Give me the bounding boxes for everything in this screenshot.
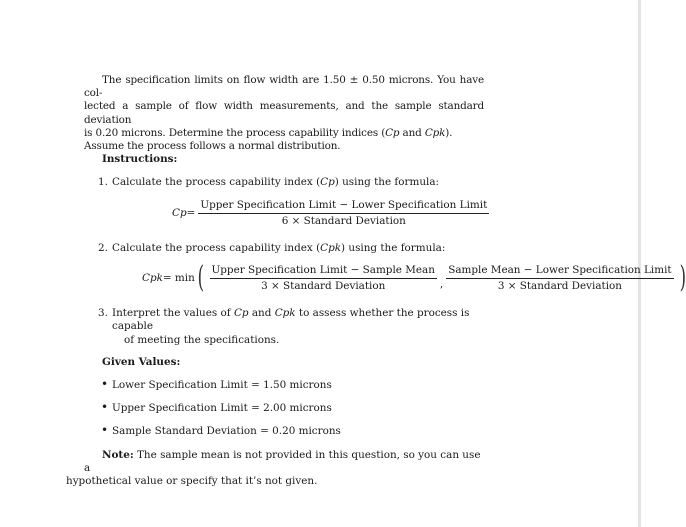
cp-symbol: Cp [233, 307, 249, 320]
cp-fraction [198, 199, 489, 228]
fraction-denominator: 6 × Standard Deviation [281, 214, 406, 227]
intro-paragraph [84, 74, 484, 153]
instruction-step-2: 2. Calculate the process capability index (Cpk) using the formula: Cpk = min ( $\frac{\text{Upper Specification Limit − Sample Mean}}{\text{3 × Standard Deviation}}$ , $\frac{\text{Sample Mean − Lower Specification Limit}}{\text{3 × Standard Deviation}}$ ) [98, 242, 686, 296]
cpk-symbol: Cpk [424, 126, 446, 139]
given-value-usl: • Upper Specification Limit = 2.00 microns [101, 400, 332, 415]
bullet-icon: • [101, 400, 109, 415]
left-paren-icon: ( [197, 260, 204, 296]
right-paren-icon: ) [679, 260, 686, 296]
cp-symbol: Cp [385, 126, 400, 139]
step-number: 1. [98, 176, 108, 189]
instructions-heading: Instructions: [102, 153, 178, 166]
step-3-line-2: of meeting the specifications. [124, 333, 280, 346]
formula-lhs: Cp [172, 206, 187, 219]
formula-lhs: Cpk [142, 271, 163, 284]
given-values-list [84, 379, 484, 439]
intro-line-4: Assume the process follows a normal distribution. [84, 140, 341, 153]
problem-document [66, 74, 686, 488]
note-line-1: The sample mean is not provided in this question, so you can use a [84, 448, 481, 474]
given-value-lsl: • Lower Specification Limit = 1.50 microns [101, 377, 332, 392]
bullet-icon: • [101, 423, 109, 438]
intro-line-3: is 0.20 microns. Determine the process capability indices (Cp and Cpk). [84, 126, 453, 139]
fraction-numerator: Upper Specification Limit − Lower Specification Limit [198, 199, 489, 214]
fraction-separator: , [439, 278, 444, 291]
intro-line-1: The specification limits on flow width are 1.50 ± 0.50 microns. You have col- [84, 74, 484, 100]
fraction-numerator: Sample Mean − Lower Specification Limit [446, 264, 673, 279]
fraction-denominator: 3 × Standard Deviation [261, 279, 386, 292]
note-line-2: hypothetical value or specify that it’s not given. [66, 475, 318, 488]
cp-formula: Cp = $\frac{\text{Upper Specification Limit − Lower Specification Limit}}{\text{6 × Standard Deviation}}$ [172, 198, 488, 227]
note-paragraph [66, 448, 484, 489]
cpk-upper-fraction [210, 264, 437, 293]
fraction-denominator: 3 × Standard Deviation [497, 279, 622, 292]
cpk-symbol: Cpk [274, 307, 296, 320]
cpk-lower-fraction [446, 264, 673, 293]
step-number: 2. [98, 242, 108, 255]
step-number: 3. [98, 307, 108, 320]
cp-symbol: Cp [320, 176, 335, 189]
instruction-step-1: 1. Calculate the process capability index (Cp) using the formula: Cp = $\frac{\text{Upper Specification Limit − Lower Specification Limit}}{\text{6 × Standard Deviation}}$ [98, 176, 488, 227]
intro-line-2: lected a sample of flow width measurements, and the sample standard deviation [84, 100, 484, 126]
instructions-list [84, 176, 686, 346]
given-value-stddev: • Sample Standard Deviation = 0.20 microns [101, 423, 341, 438]
note-label: Note: [102, 448, 134, 461]
cpk-formula: Cpk = min ( $\frac{\text{Upper Specification Limit − Sample Mean}}{\text{3 × Standard Deviation}}$ , $\frac{\text{Sample Mean − Lower Specification Limit}}{\text{3 × Standard Deviation}}$ ) [142, 260, 686, 296]
cpk-symbol: Cpk [320, 242, 342, 255]
bullet-icon: • [101, 377, 109, 392]
given-values-heading: Given Values: [102, 355, 181, 368]
fraction-numerator: Upper Specification Limit − Sample Mean [210, 264, 437, 279]
instruction-step-3: 3. Interpret the values of Cp and Cpk to assess whether the process is capable of meeting the specifications. [98, 307, 470, 346]
